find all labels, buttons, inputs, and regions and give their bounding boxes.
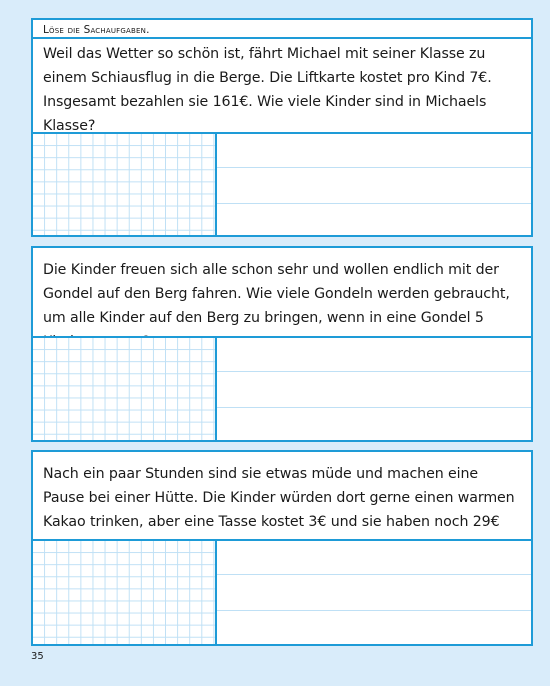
answer-lines-2[interactable] (217, 338, 531, 440)
calculation-grid-3[interactable] (33, 541, 217, 644)
task-box-2 (31, 246, 533, 442)
calculation-grid-2[interactable] (33, 338, 217, 440)
answer-area-3 (33, 539, 531, 644)
task-box-3 (31, 450, 533, 646)
task-box-1 (31, 18, 533, 237)
task-text-2: Die Kinder freuen sich alle schon sehr und wollen endlich mit der Gondel auf den Berg fahren. Wie viele Gondeln werden gebraucht, um alle Kinder auf den Berg zu bringen, wenn in eine Gondel 5 (43, 262, 510, 326)
answer-area-1 (33, 132, 531, 235)
answer-lines-1[interactable] (217, 134, 531, 235)
answer-area-2 (33, 336, 531, 440)
calculation-grid-1[interactable] (33, 134, 217, 235)
page-number: 35 (31, 651, 44, 662)
answer-lines-3[interactable] (217, 541, 531, 644)
task-heading: Löse die Sachaufgaben. (33, 20, 531, 39)
task-text-3: Nach ein paar Stunden sind sie etwas müde und machen eine Pause bei einer Hütte. Die Kinder würden dort gerne einen warmen Kakao trinken, aber eine Tasse kostet 3€ und sie haben noch 29€ (43, 466, 515, 530)
task-text-1: Weil das Wetter so schön ist, fährt Michael mit seiner Klasse zu einem Schiausflug in die Berge. Die Liftkarte kostet pro Kind 7€. Insgesamt bezahlen sie 161€. Wie viele Kinder sind in Michaels Klasse? (43, 46, 492, 134)
